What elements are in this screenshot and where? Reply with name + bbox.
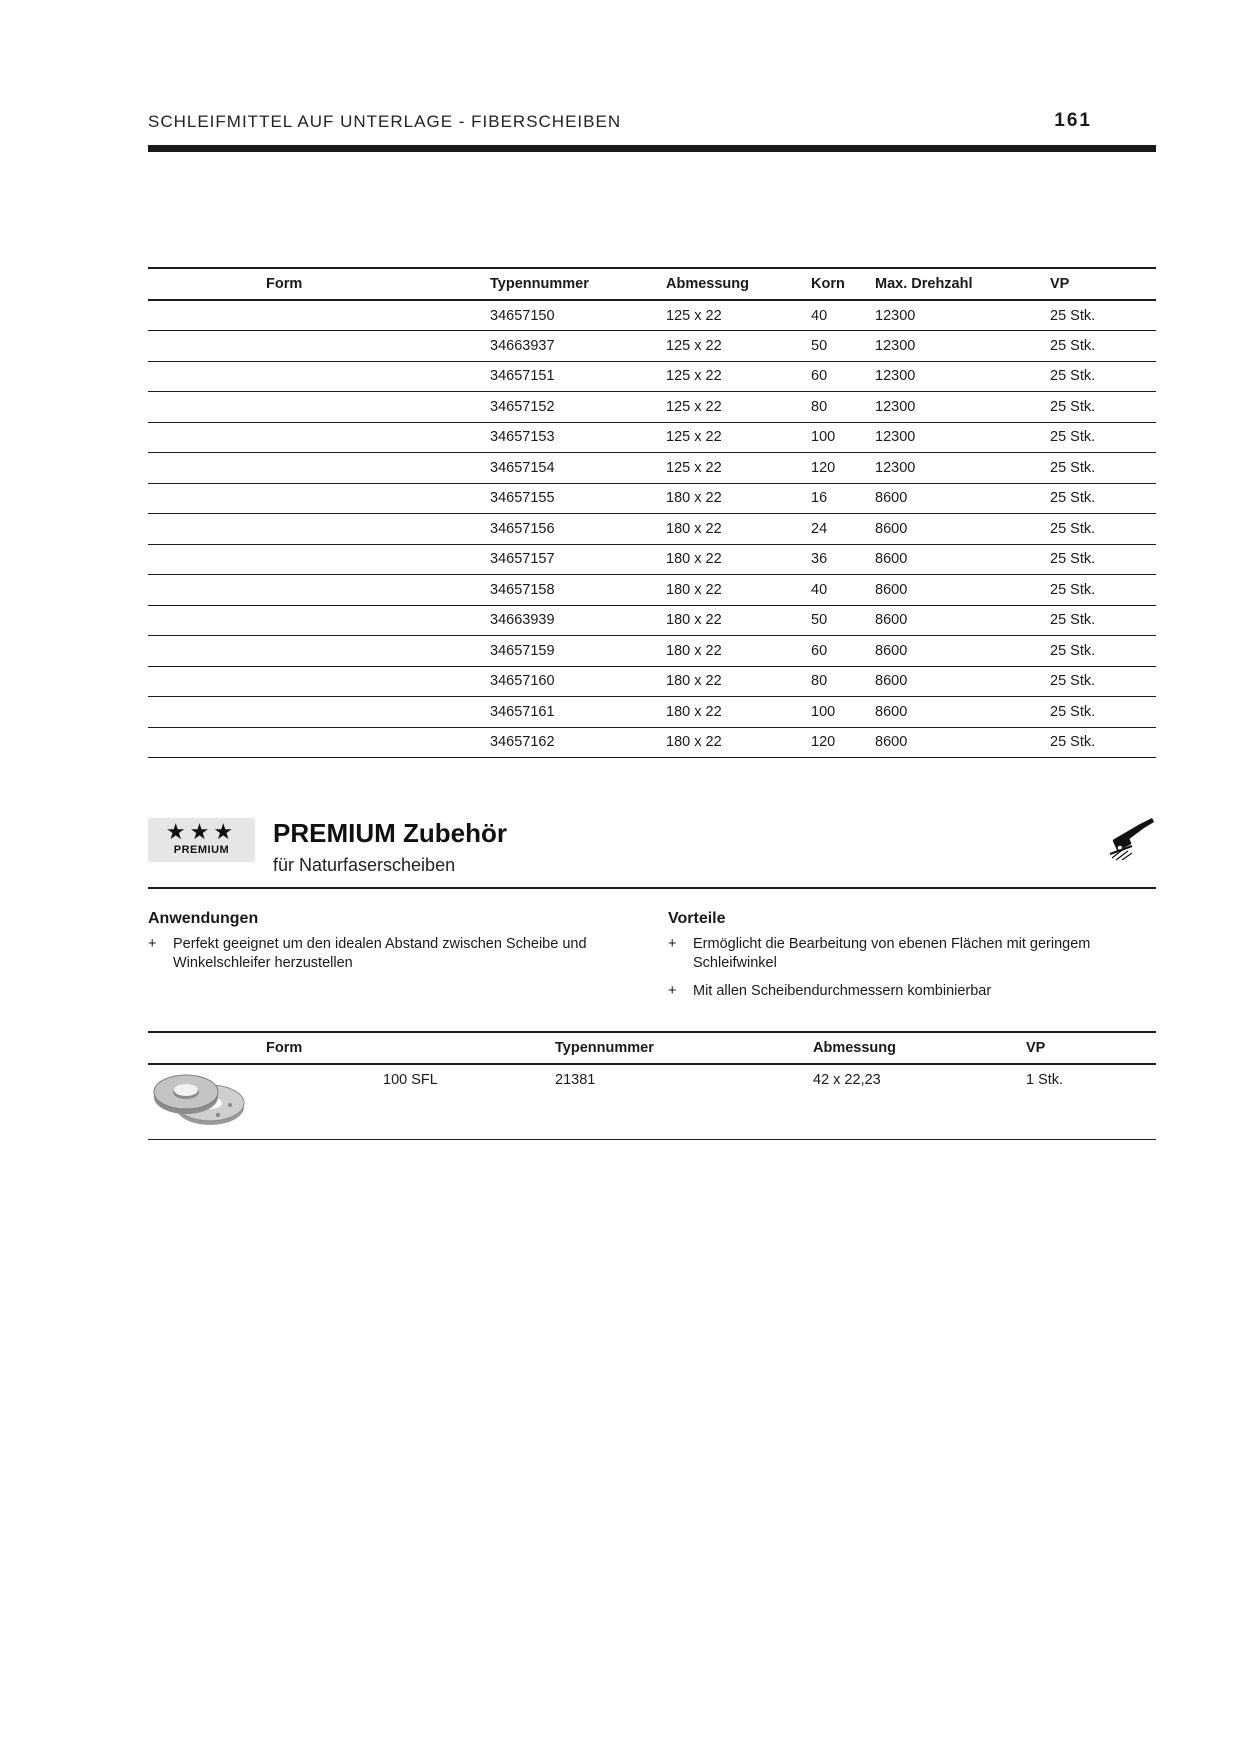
table-row [148, 422, 1156, 453]
col-header-abmessung: Abmessung [813, 1040, 896, 1056]
col-header-form: Form [266, 276, 303, 292]
col-header-typennummer: Typennummer [555, 1040, 654, 1056]
cell-abmessung: 180 x 22 [666, 703, 722, 720]
cell-abmessung: 180 x 22 [666, 734, 722, 751]
cell-typennummer: 34657155 [490, 490, 555, 507]
cell-vp: 25 Stk. [1050, 490, 1096, 507]
advantages-heading: Vorteile [668, 910, 726, 927]
page-number: 161 [1054, 110, 1092, 131]
cell-korn: 120 [811, 459, 836, 476]
cell-vp: 1 Stk. [1026, 1072, 1064, 1088]
cell-max-drehzahl: 12300 [875, 337, 916, 354]
cell-typennummer: 34657160 [490, 673, 555, 690]
cell-form [148, 361, 490, 392]
product-table-spacer-flange [148, 1031, 1156, 1140]
applications-list [148, 935, 618, 982]
plus-bullet-icon: + [148, 936, 157, 952]
col-header-vp: VP [1050, 276, 1070, 292]
cell-max-drehzahl: 8600 [875, 734, 908, 751]
cell-abmessung: 180 x 22 [666, 551, 722, 568]
cell-max-drehzahl: 8600 [875, 612, 908, 629]
table-body [148, 300, 1156, 758]
cell-form [148, 544, 490, 575]
table-header-row [148, 268, 1156, 300]
cell-vp: 25 Stk. [1050, 368, 1096, 385]
cell-abmessung: 125 x 22 [666, 429, 722, 446]
cell-korn: 120 [811, 734, 836, 751]
cell-max-drehzahl: 8600 [875, 642, 908, 659]
cell-korn: 80 [811, 673, 828, 690]
section-title: PREMIUM Zubehör [273, 818, 507, 848]
cell-korn: 40 [811, 307, 828, 324]
list-item-text: Perfekt geeignet um den idealen Abstand zwischen Scheibe und Winkelschleifer herzustellen [173, 936, 587, 971]
cell-abmessung: 125 x 22 [666, 307, 722, 324]
cell-typennummer: 34657157 [490, 551, 555, 568]
section-rule [148, 887, 1156, 889]
page-header-title: SCHLEIFMITTEL AUF UNTERLAGE - FIBERSCHEIBEN [148, 112, 622, 131]
cell-korn: 16 [811, 490, 828, 507]
cell-vp: 25 Stk. [1050, 307, 1096, 324]
list-item [668, 935, 1138, 973]
cell-korn: 100 [811, 429, 836, 446]
cell-form [148, 636, 490, 667]
cell-abmessung: 125 x 22 [666, 368, 722, 385]
col-header-typennummer: Typennummer [490, 276, 589, 292]
cell-vp: 25 Stk. [1050, 429, 1096, 446]
plus-bullet-icon: + [668, 983, 677, 999]
cell-max-drehzahl: 12300 [875, 368, 916, 385]
list-item-text: Mit allen Scheibendurchmessern kombinierbar [693, 983, 992, 999]
cell-form [148, 392, 490, 423]
advantages-list [668, 935, 1138, 1010]
table-row [148, 1064, 1156, 1139]
cell-typennummer: 34657156 [490, 520, 555, 537]
cell-typennummer: 34657161 [490, 703, 555, 720]
product-image-cell [148, 1064, 383, 1139]
cell-typennummer: 34657158 [490, 581, 555, 598]
premium-badge [148, 818, 255, 862]
table-row [148, 483, 1156, 514]
premium-badge-label: PREMIUM [173, 844, 230, 856]
cell-max-drehzahl: 12300 [875, 429, 916, 446]
cell-abmessung: 125 x 22 [666, 337, 722, 354]
cell-form [148, 697, 490, 728]
cell-typennummer: 34657162 [490, 734, 555, 751]
cell-form [148, 605, 490, 636]
cell-vp: 25 Stk. [1050, 398, 1096, 415]
col-header-abmessung: Abmessung [666, 276, 749, 292]
cell-korn: 60 [811, 642, 828, 659]
col-header-korn: Korn [811, 276, 845, 292]
list-item [668, 982, 1138, 1001]
cell-abmessung: 42 x 22,23 [813, 1072, 881, 1088]
cell-form [148, 575, 490, 606]
spacer-flange-icon [148, 1067, 248, 1131]
table-row [148, 331, 1156, 362]
table-row [148, 453, 1156, 484]
cell-korn: 24 [811, 520, 828, 537]
cell-korn: 36 [811, 551, 828, 568]
cell-form [148, 514, 490, 545]
cell-korn: 100 [811, 703, 836, 720]
angle-grinder-icon [1108, 818, 1156, 862]
cell-abmessung: 180 x 22 [666, 612, 722, 629]
table-header-row [148, 1032, 1156, 1064]
plus-bullet-icon: + [668, 936, 677, 952]
cell-vp: 25 Stk. [1050, 337, 1096, 354]
cell-korn: 50 [811, 612, 828, 629]
table-row [148, 544, 1156, 575]
cell-abmessung: 180 x 22 [666, 581, 722, 598]
cell-vp: 25 Stk. [1050, 734, 1096, 751]
cell-form [148, 483, 490, 514]
list-item [148, 935, 618, 973]
cell-typennummer: 34657150 [490, 307, 555, 324]
cell-typennummer: 21381 [555, 1072, 596, 1088]
cell-typennummer: 34663937 [490, 337, 555, 354]
table-row [148, 636, 1156, 667]
cell-vp: 25 Stk. [1050, 673, 1096, 690]
cell-form [148, 666, 490, 697]
cell-form [148, 727, 490, 758]
cell-max-drehzahl: 8600 [875, 581, 908, 598]
cell-abmessung: 125 x 22 [666, 459, 722, 476]
star-rating-icon: ★★★ [165, 819, 238, 844]
cell-typennummer: 34657153 [490, 429, 555, 446]
table-row [148, 300, 1156, 331]
cell-typennummer: 34657159 [490, 642, 555, 659]
cell-max-drehzahl: 8600 [875, 703, 908, 720]
cell-vp: 25 Stk. [1050, 520, 1096, 537]
cell-korn: 60 [811, 368, 828, 385]
cell-vp: 25 Stk. [1050, 551, 1096, 568]
cell-form [148, 453, 490, 484]
cell-form [148, 300, 490, 331]
table-row [148, 697, 1156, 728]
list-item-text: Ermöglicht die Bearbeitung von ebenen Flächen mit geringem Schleifwinkel [693, 936, 1091, 971]
section-subtitle: für Naturfaserscheiben [273, 855, 456, 875]
cell-vp: 25 Stk. [1050, 703, 1096, 720]
cell-max-drehzahl: 12300 [875, 459, 916, 476]
cell-max-drehzahl: 8600 [875, 551, 908, 568]
header-rule [148, 145, 1156, 152]
cell-vp: 25 Stk. [1050, 459, 1096, 476]
table-row [148, 361, 1156, 392]
cell-vp: 25 Stk. [1050, 612, 1096, 629]
cell-max-drehzahl: 12300 [875, 398, 916, 415]
table-row [148, 392, 1156, 423]
cell-abmessung: 180 x 22 [666, 673, 722, 690]
cell-form [148, 422, 490, 453]
cell-abmessung: 180 x 22 [666, 642, 722, 659]
cell-max-drehzahl: 8600 [875, 673, 908, 690]
cell-form: 100 SFL [383, 1072, 438, 1088]
cell-typennummer: 34657154 [490, 459, 555, 476]
cell-form [148, 331, 490, 362]
applications-heading: Anwendungen [148, 910, 259, 927]
cell-korn: 40 [811, 581, 828, 598]
product-table-fiber-discs [148, 267, 1156, 758]
cell-abmessung: 180 x 22 [666, 520, 722, 537]
cell-max-drehzahl: 8600 [875, 520, 908, 537]
cell-max-drehzahl: 8600 [875, 490, 908, 507]
col-header-vp: VP [1026, 1040, 1046, 1056]
col-header-max-drehzahl: Max. Drehzahl [875, 276, 973, 292]
col-header-form: Form [266, 1040, 303, 1056]
table-row [148, 575, 1156, 606]
cell-typennummer: 34657152 [490, 398, 555, 415]
cell-korn: 50 [811, 337, 828, 354]
table-row [148, 727, 1156, 758]
cell-typennummer: 34663939 [490, 612, 555, 629]
table-row [148, 666, 1156, 697]
cell-korn: 80 [811, 398, 828, 415]
cell-abmessung: 180 x 22 [666, 490, 722, 507]
cell-vp: 25 Stk. [1050, 642, 1096, 659]
cell-abmessung: 125 x 22 [666, 398, 722, 415]
cell-typennummer: 34657151 [490, 368, 555, 385]
table-row [148, 514, 1156, 545]
table-row [148, 605, 1156, 636]
cell-max-drehzahl: 12300 [875, 307, 916, 324]
cell-vp: 25 Stk. [1050, 581, 1096, 598]
